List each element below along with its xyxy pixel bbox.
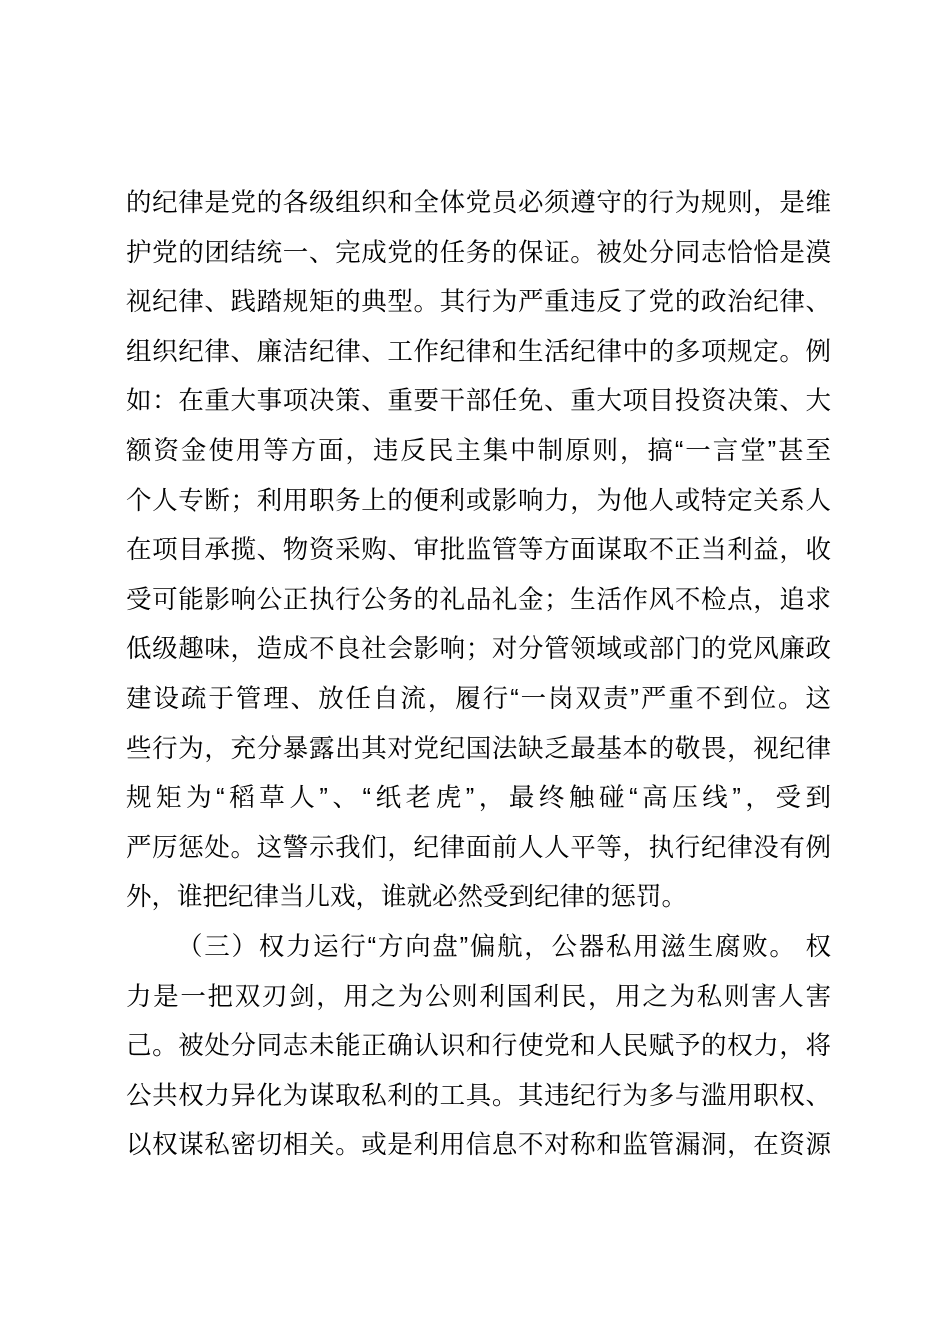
document-text-block <box>126 179 831 1171</box>
text-line: 力是一把双刃剑，用之为公则利国利民，用之为私则害人害 <box>126 982 831 1011</box>
text-line: 如：在重大事项决策、重要干部任免、重大项目投资决策、大 <box>126 387 831 416</box>
text-line: 低级趣味，造成不良社会影响；对分管领域或部门的党风廉政 <box>126 635 831 664</box>
text-line: 在项目承揽、物资采购、审批监管等方面谋取不正当利益，收 <box>126 536 831 565</box>
text-line: 个人专断；利用职务上的便利或影响力，为他人或特定关系人 <box>126 486 831 515</box>
text-line: 己。被处分同志未能正确认识和行使党和人民赋予的权力，将 <box>126 1032 831 1061</box>
text-line: 以权谋私密切相关。或是利用信息不对称和监管漏洞，在资源 <box>126 1131 831 1160</box>
text-line: 额资金使用等方面，违反民主集中制原则，搞“一言堂”甚至 <box>126 436 831 465</box>
text-line: 护党的团结统一、完成党的任务的保证。被处分同志恰恰是漠 <box>126 238 831 267</box>
text-line: 外，谁把纪律当儿戏，谁就必然受到纪律的惩罚。 <box>126 883 688 912</box>
text-line: 视纪律、践踏规矩的典型。其行为严重违反了党的政治纪律、 <box>126 288 831 317</box>
text-line: 的纪律是党的各级组织和全体党员必须遵守的行为规则，是维 <box>126 189 831 217</box>
text-line: 组织纪律、廉洁纪律、工作纪律和生活纪律中的多项规定。例 <box>126 337 831 366</box>
text-line: 公共权力异化为谋取私利的工具。其违纪行为多与滥用职权、 <box>126 1081 831 1110</box>
text-line: 些行为，充分暴露出其对党纪国法缺乏最基本的敬畏，视纪律 <box>126 734 831 763</box>
text-line: 规矩为“稻草人”、“纸老虎”，最终触碰“高压线”，受到 <box>126 784 831 813</box>
text-line: 受可能影响公正执行公务的礼品礼金；生活作风不检点，追求 <box>126 585 831 614</box>
text-line: （三）权力运行“方向盘”偏航，公器私用滋生腐败。 权 <box>177 932 831 961</box>
text-line: 严厉惩处。这警示我们，纪律面前人人平等，执行纪律没有例 <box>126 833 831 862</box>
text-line: 建设疏于管理、放任自流，履行“一岗双责”严重不到位。这 <box>126 684 831 713</box>
